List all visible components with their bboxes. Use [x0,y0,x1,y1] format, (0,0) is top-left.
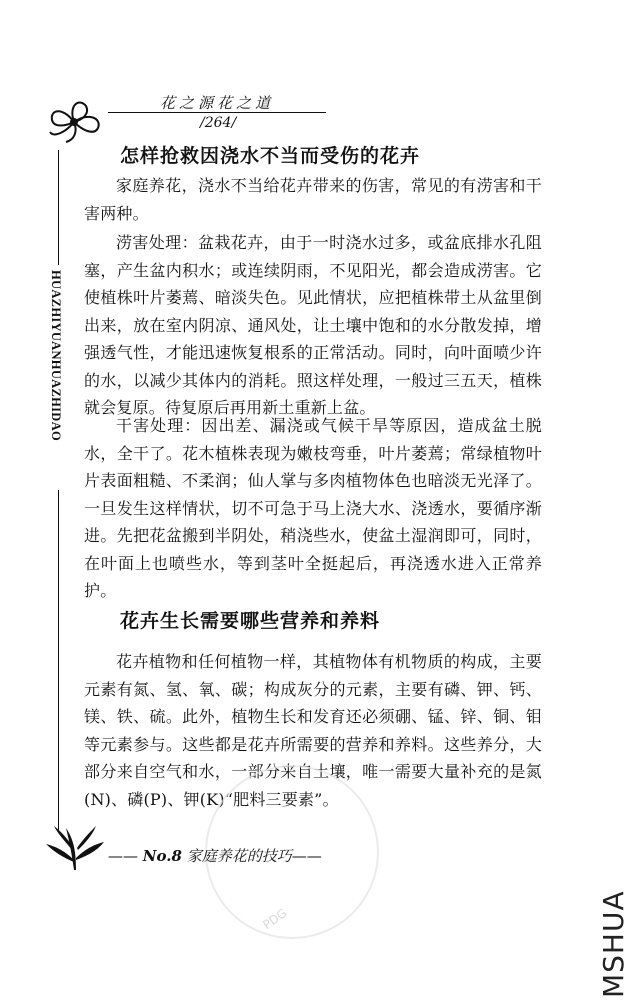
footer-dash-right: —— [291,847,322,865]
spine-text: HUAZHIYUANHUAZHIDAO [49,270,63,441]
footer-dash-left: —— [108,847,143,865]
spine-line-bottom [58,490,59,830]
flower-ornament-icon [44,96,106,144]
chapter-title: 家庭养花的技巧 [186,847,292,865]
watermark-stamp-text: PDG [260,905,290,933]
chapter-footer [108,845,322,866]
section-heading-rescue: 怎样抢救因浇水不当而受伤的花卉 [120,145,421,167]
leaf-ornament-icon [44,822,106,872]
chapter-number: No.8 [142,847,182,865]
page-number: /264/ [200,115,237,131]
spine-line-top [58,150,59,265]
paragraph-nutrients: 花卉植物和任何植物一样，其植物体有机物质的构成，主要元素有氮、氢、氧、碳；构成灰分的元素，主要有磷、钾、钙、镁、铁、硫。此外，植物生长和发育还必须硼、锰、锌、铜、钼等元素参与。这些都是花卉所需要的营养和养料。这些养分，大部分来自空气和水，一部分来自土壤，唯一需要大量补充的是氮(N)、磷(P)、钾(K)“肥料三要素”。 [84,652,542,809]
header-rule [108,112,326,113]
paragraph-drought: 干害处理：因出差、漏浇或气候干旱等原因，造成盆土脱水，全干了。花木植株表现为嫩枝弯垂，叶片萎蔫；常绿植物叶片表面粗糙、不柔润；仙人掌与多肉植物体色也暗淡无光泽了。一旦发生这样情状，切不可急于马上浇大水、浇透水，要循序渐进。先把花盆搬到半阴处，稍浇些水，使盆土湿润即可，同时，在叶面上也喷些水，等到茎叶全挺起后，再浇透水进入正常养护。 [84,416,542,600]
section-heading-nutrition: 花卉生长需要哪些营养和养料 [120,610,381,632]
corner-watermark-text: MSHUA [597,890,630,998]
paragraph-waterlogging: 涝害处理：盆栽花卉，由于一时浇水过多，或盆底排水孔阻塞，产生盆内积水；或连续阴雨，不见阳光，都会造成涝害。它使植株叶片萎蔫、暗淡失色。见此情状，应把植株带土从盆里倒出来，放在室内阴凉、通风处，让土壤中饱和的水分散发掉，增强透气性，才能迅速恢复根系的正常活动。同时，向叶面喷少许的水，以减少其体内的消耗。照这样处理，一般过三五天，植株就会复原。待复原后再用新土重新上盆。 [84,233,542,417]
running-header-title: 花之源花之道 [159,94,274,112]
paragraph-intro: 家庭养花，浇水不当给花卉带来的伤害，常见的有涝害和干害两种。 [84,176,542,223]
